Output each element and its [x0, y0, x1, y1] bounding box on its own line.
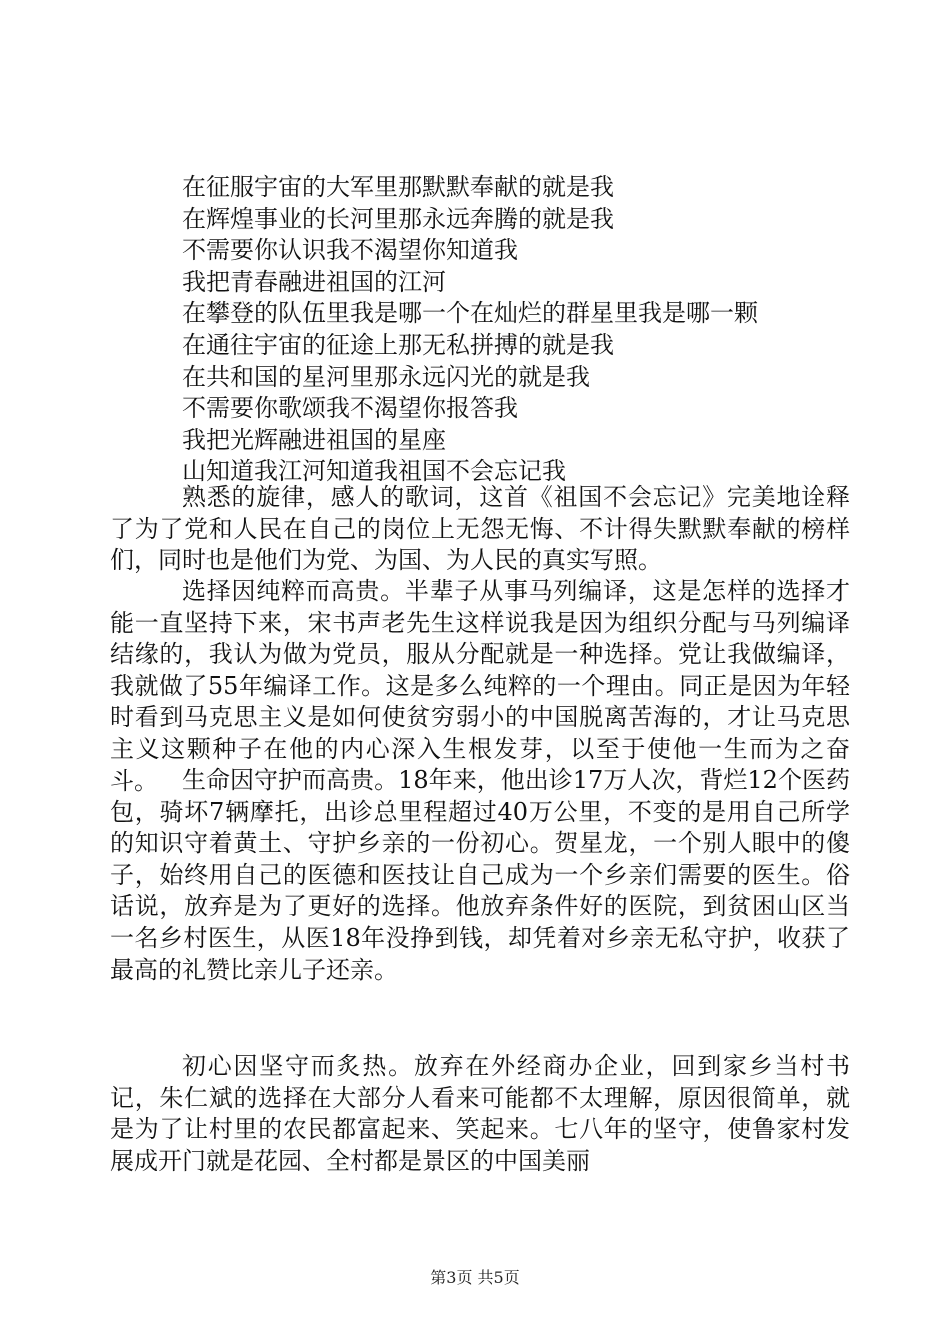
poem-line: 不需要你认识我不渴望你知道我 [182, 236, 518, 265]
poem-line: 不需要你歌颂我不渴望你报答我 [182, 394, 518, 423]
paragraph-guardian: 生命因守护而高贵。18年来，他出诊17万人次，背烂12个医药包，骑坏7辆摩托，出诊总里程超过40万公里，不变的是用自己所学的知识守着黄土、守护乡亲的一份初心。贺星龙，一个别人眼中的傻子，始终用自己的医德和医技让自己成为一个乡亲们需要的医生。俗话说，放弃是为了更好的选择。他放弃条件好的医院，到贫困山区当一名乡村医生，从医18年没挣到钱，却凭着对乡亲无私守护，收获了最高的礼赞比亲儿子还亲。 [110, 766, 850, 984]
page-number: 第3页 共5页 [430, 1268, 520, 1287]
paragraph-intro: 熟悉的旋律，感人的歌词，这首《祖国不会忘记》完美地诠释了为了党和人民在自己的岗位上无怨无悔、不计得失默默奉献的榜样们，同时也是他们为党、为国、为人民的真实写照。 [110, 483, 850, 575]
poem-line: 我把青春融进祖国的江河 [182, 267, 446, 296]
poem-line: 山知道我江河知道我祖国不会忘记我 [182, 457, 566, 486]
paragraph-original-aspiration: 初心因坚守而炙热。放弃在外经商办企业，回到家乡当村书记，朱仁斌的选择在大部分人看来可能都不太理解，原因很简单，就是为了让村里的农民都富起来、笑起来。七八年的坚守，使鲁家村发展成开门就是花园、全村都是景区的中国美丽 [110, 1052, 850, 1175]
poem-line: 在共和国的星河里那永远闪光的就是我 [182, 362, 590, 391]
poem-line: 在辉煌事业的长河里那永远奔腾的就是我 [182, 204, 614, 233]
poem-lyrics [182, 172, 882, 488]
paragraph-choice: 选择因纯粹而高贵。半辈子从事马列编译，这是怎样的选择才能一直坚持下来，宋书声老先生这样说我是因为组织分配与马列编译结缘的，我认为做为党员，服从分配就是一种选择。党让我做编译，我就做了55年编译工作。这是多么纯粹的一个理由。同正是因为年轻时看到马克思主义是如何使贫穷弱小的中国脱离苦海的，才让马克思主义这颗种子在他的内心深入生根发芽，以至于使他一生而为之奋斗。 [110, 577, 850, 795]
poem-line: 在通往宇宙的征途上那无私拼搏的就是我 [182, 330, 614, 359]
poem-line: 我把光辉融进祖国的星座 [182, 425, 446, 454]
poem-line: 在征服宇宙的大军里那默默奉献的就是我 [182, 173, 614, 201]
poem-line: 在攀登的队伍里我是哪一个在灿烂的群星里我是哪一颗 [182, 299, 758, 328]
